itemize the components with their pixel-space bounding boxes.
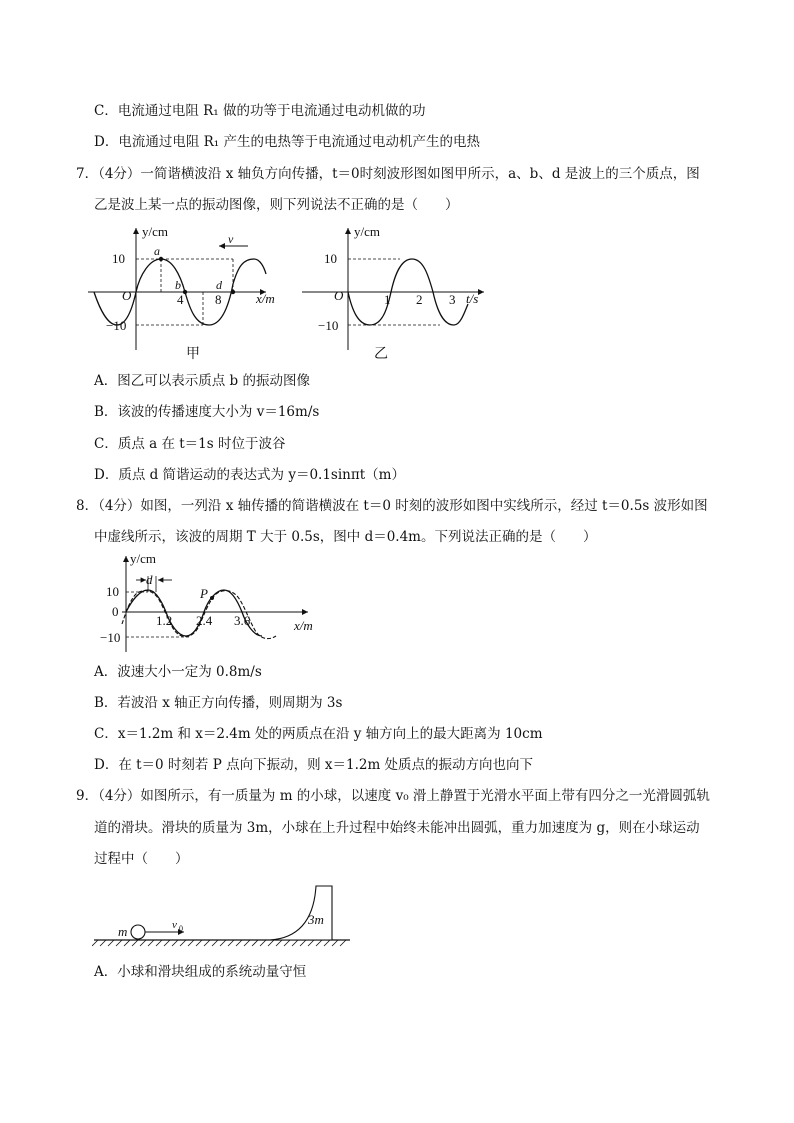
q7-stem-line2: 乙是波上某一点的振动图像，则下列说法不正确的是（ ） xyxy=(94,197,459,213)
q9-fig-block-mass: 3m xyxy=(308,912,324,927)
q8-fig-tick12: 1.2 xyxy=(156,613,173,628)
q7-point-d xyxy=(231,290,235,294)
q8-fig-d-label: d xyxy=(146,572,153,587)
q8-option-c: C．x＝1.2m 和 x＝2.4m 处的两质点在沿 y 轴方向上的最大距离为 10cm xyxy=(94,726,543,742)
q7-fig-a-tick4: 4 xyxy=(177,292,184,307)
q8-point-p xyxy=(210,596,214,600)
q8-fig-xlabel: x/m xyxy=(294,618,313,633)
q9-fig-v0-subscript: 0 xyxy=(179,924,183,933)
q8-fig-y10: 10 xyxy=(106,584,119,599)
q7-fig-a-caption: 甲 xyxy=(186,347,200,362)
q7-fig-a-ylabel: y/cm xyxy=(142,224,168,239)
q7-fig-b-yneg10: −10 xyxy=(318,318,339,333)
q7-fig-b-xlabel: t/s xyxy=(466,291,479,306)
q9-stem-line1: 9．（4分）如图所示，有一质量为 m 的小球，以速度 v₀ 滑上静置于光滑水平面上带有四分之一光滑圆弧轨 xyxy=(76,788,710,804)
q7-fig-a-tick8: 8 xyxy=(215,292,222,307)
q9-fig-m-label: m xyxy=(118,924,128,939)
q7-option-c: C．质点 a 在 t＝1s 时位于波谷 xyxy=(94,436,286,452)
q6-option-d: D．电流通过电阻 R₁ 产生的电热等于电流通过电动机产生的电热 xyxy=(94,134,480,150)
q7-fig-b-tick3: 3 xyxy=(449,292,456,307)
q7-fig-a-label-a: a xyxy=(154,244,160,258)
q7-stem-line1: 7．（4分）一简谐横波沿 x 轴负方向传播，t＝0时刻波形图如图甲所示，a、b、d 是波上的三个质点，图 xyxy=(76,166,700,182)
q7-fig-b-origin: O xyxy=(334,288,344,303)
q8-fig-y0: 0 xyxy=(112,604,119,619)
q8-fig-tick36: 3.6 xyxy=(234,613,251,628)
q9-stem-line3: 过程中（ ） xyxy=(94,851,189,867)
q8-stem-line1: 8．（4分）如图，一列沿 x 轴传播的简谐横波在 t＝0 时刻的波形如图中实线所示，经过 t＝0.5s 波形如图 xyxy=(76,498,708,514)
q7-figure-b-vibration-graph xyxy=(300,222,500,364)
q7-fig-a-velocity-label: v xyxy=(228,232,234,246)
q7-fig-b-tick2: 2 xyxy=(416,292,423,307)
q8-stem-line2: 中虚线所示，该波的周期 T 大于 0.5s，图中 d＝0.4m。下列说法正确的是（ ） xyxy=(94,529,597,545)
q8-option-a: A．波速大小一定为 0.8m/s xyxy=(94,664,262,680)
q7-fig-a-yneg10: −10 xyxy=(106,318,127,333)
q9-fig-v0-label: v xyxy=(172,919,177,931)
q9-figure-ball-and-slide xyxy=(92,878,362,950)
q8-fig-yneg10: −10 xyxy=(100,630,121,645)
q8-option-b: B．若波沿 x 轴正方向传播，则周期为 3s xyxy=(94,695,343,711)
q8-fig-tick24: 2.4 xyxy=(196,613,213,628)
q7-figure-a-wave-graph xyxy=(88,222,288,364)
q9-option-a: A．小球和滑块组成的系统动量守恒 xyxy=(94,964,307,980)
q8-fig-p-label: P xyxy=(200,586,208,601)
q7-fig-b-ylabel: y/cm xyxy=(354,224,380,239)
q7-fig-a-origin: O xyxy=(122,288,132,303)
q8-option-d: D．在 t＝0 时刻若 P 点向下振动，则 x＝1.2m 处质点的振动方向也向下 xyxy=(94,757,534,773)
q7-option-a: A．图乙可以表示质点 b 的振动图像 xyxy=(94,373,310,389)
q8-fig-ylabel: y/cm xyxy=(130,552,156,566)
q9-ball xyxy=(131,925,145,939)
q7-fig-b-tick1: 1 xyxy=(384,292,391,307)
q7-fig-a-label-d: d xyxy=(216,278,222,292)
q7-fig-b-y10: 10 xyxy=(324,251,337,266)
q7-fig-a-y10: 10 xyxy=(112,251,125,266)
q6-option-c: C．电流通过电阻 R₁ 做的功等于电流通过电动机做的功 xyxy=(94,103,426,119)
q9-stem-line2: 道的滑块。滑块的质量为 3m，小球在上升过程中始终未能冲出圆弧，重力加速度为 g，则在小球运动 xyxy=(94,820,700,836)
q8-figure-wave-graph xyxy=(100,552,330,656)
q7-option-d: D．质点 d 简谐运动的表达式为 y＝0.1sinπt（m） xyxy=(94,467,405,483)
q7-fig-b-caption: 乙 xyxy=(374,347,388,362)
q7-fig-a-label-b: b xyxy=(175,278,181,292)
q7-option-b: B．该波的传播速度大小为 v＝16m/s xyxy=(94,404,320,420)
q7-fig-a-xlabel: x/m xyxy=(256,291,275,306)
